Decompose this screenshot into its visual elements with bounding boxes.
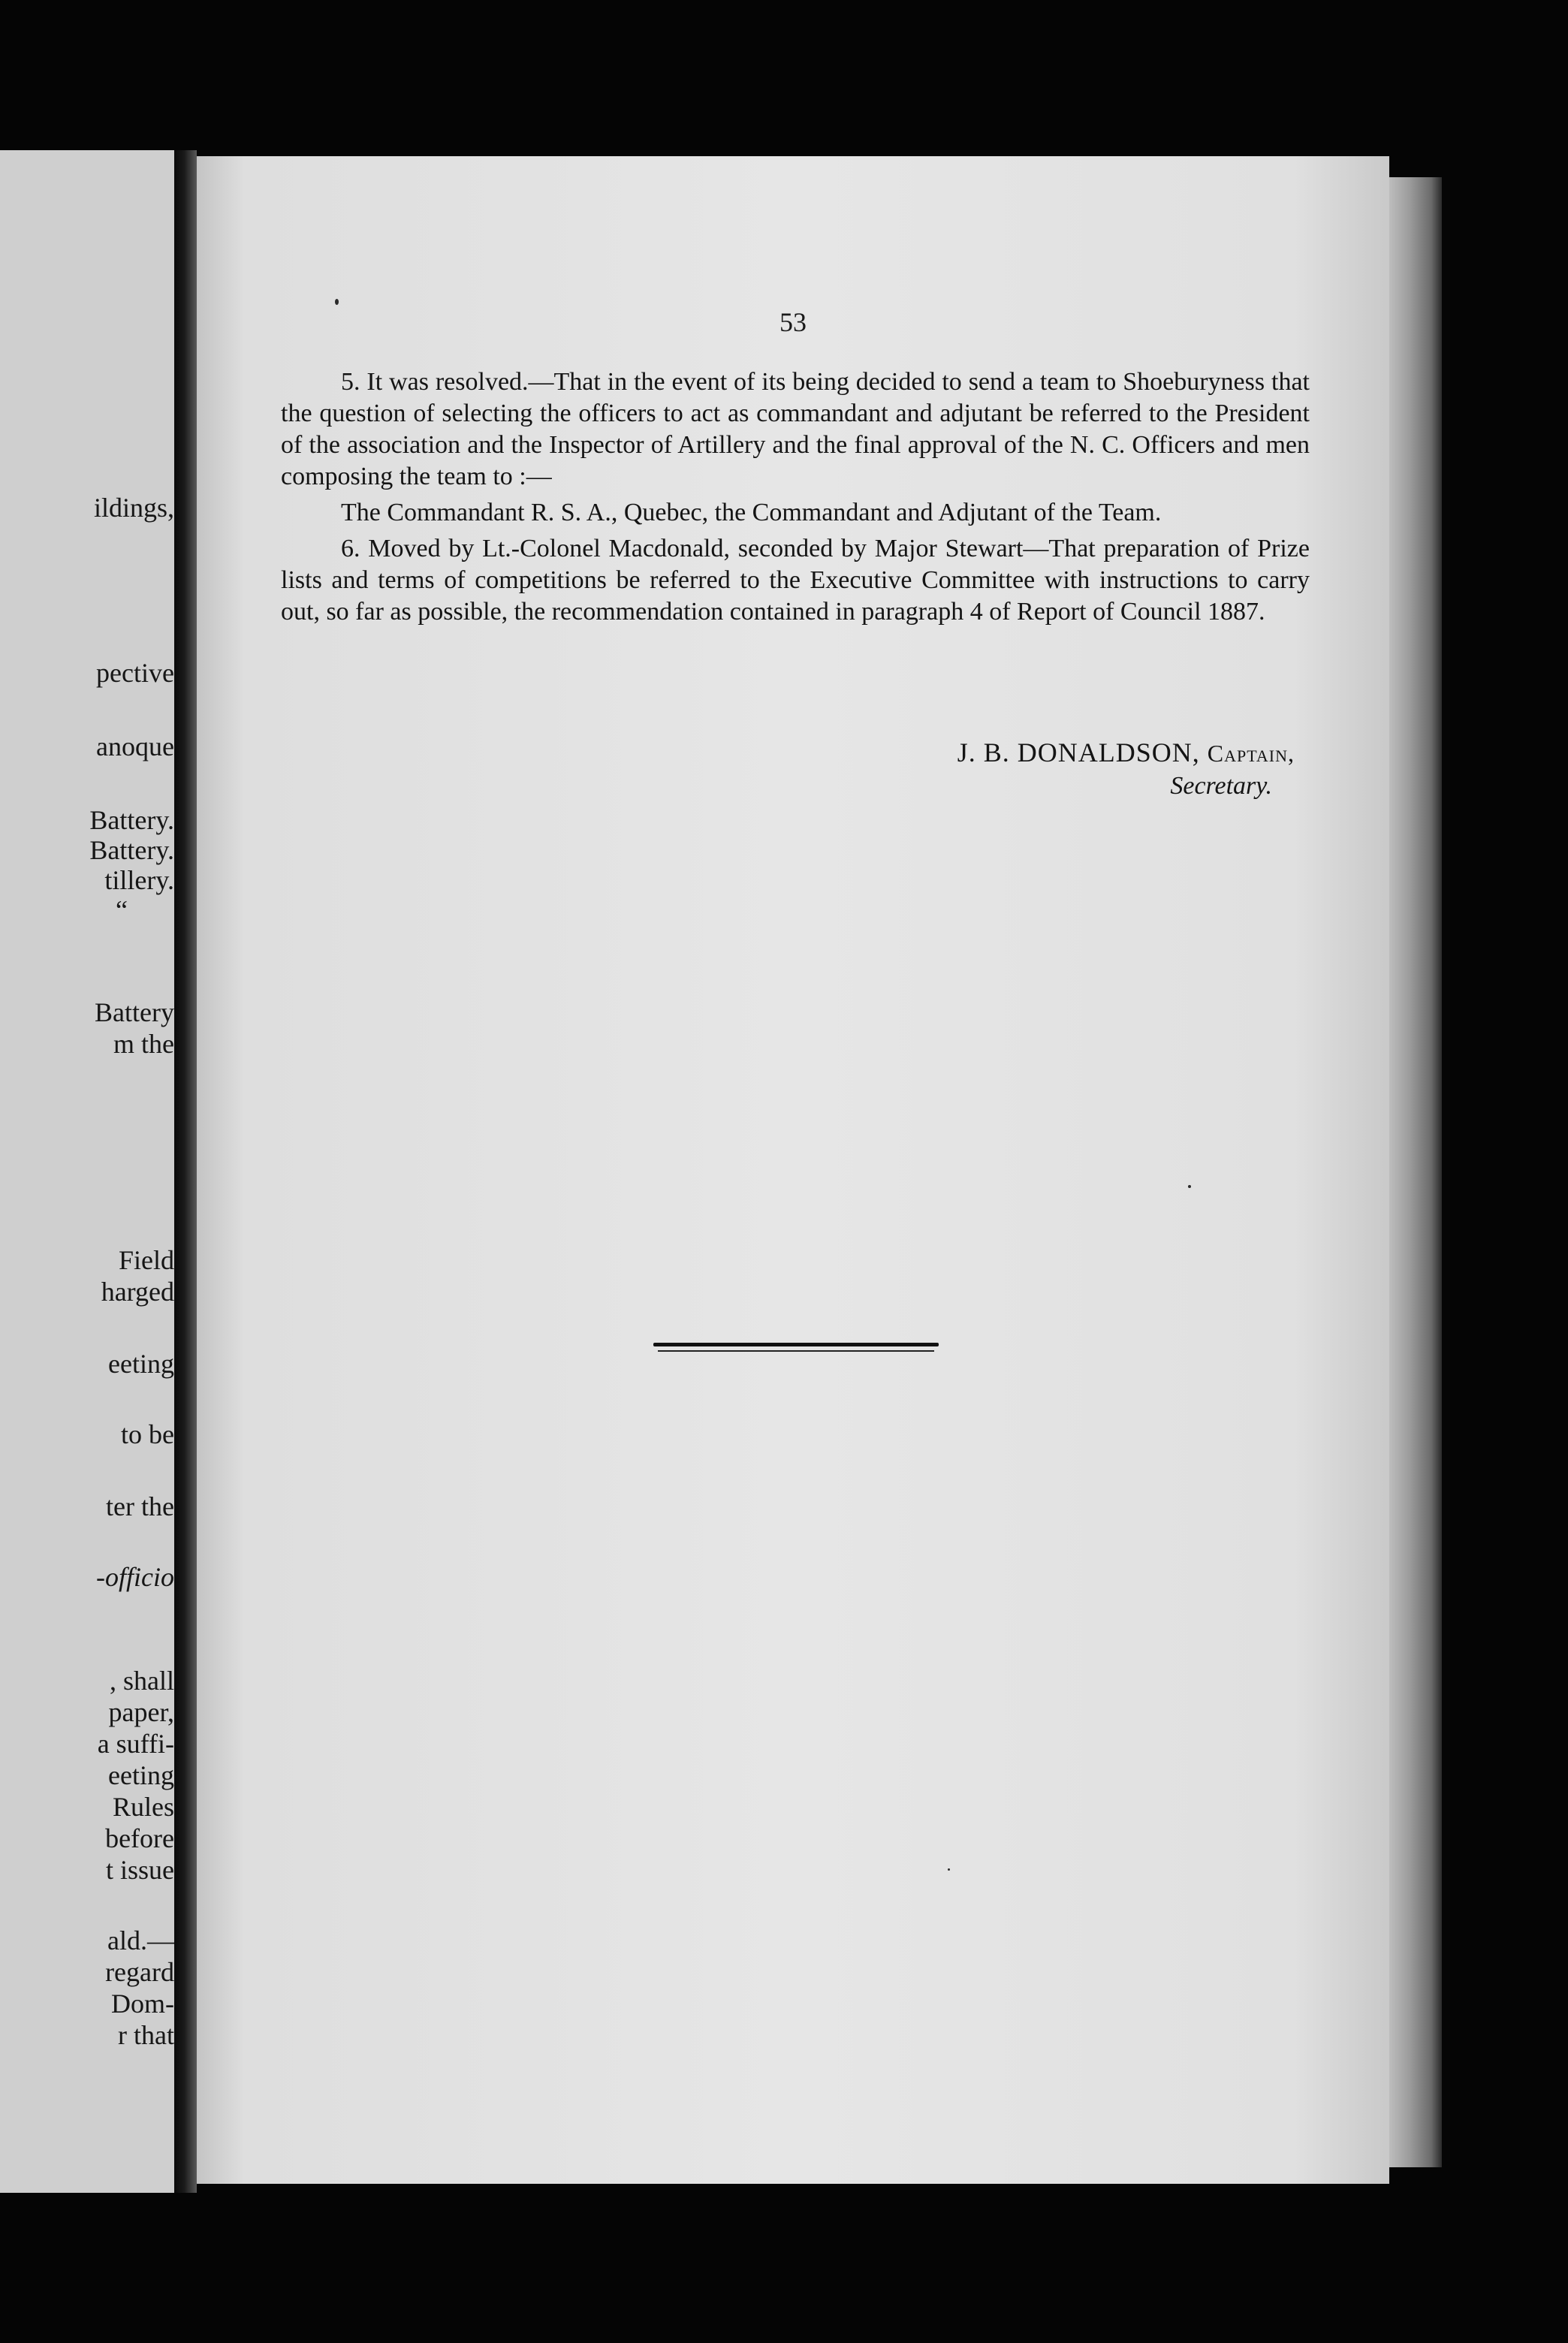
left-text-line: Battery. [89,805,174,835]
left-facing-page [0,150,174,2193]
left-text-line: Battery [95,997,174,1027]
left-text-line: r that [118,2020,174,2050]
body-text [281,366,1310,632]
left-text-line: ter the [106,1491,174,1521]
signature-block [281,736,1295,803]
section-divider [653,1343,939,1355]
left-text-line: Dom- [111,1989,174,2019]
ink-speck [948,1868,950,1871]
ink-speck [1188,1185,1191,1188]
left-text-line: harged [101,1277,174,1307]
paragraph-team-members: The Commandant R. S. A., Quebec, the Commandant and Adjutant of the Team. [341,499,1162,526]
left-text-line: Battery. [89,835,174,865]
signatory-name: J. B. DONALDSON, [957,737,1200,767]
signatory-rank: Captain, [1207,740,1295,767]
book-gutter [174,150,197,2193]
left-text-line: , shall [110,1666,174,1696]
left-text-line: ildings, [93,493,174,523]
left-text-line: before [105,1823,174,1853]
left-text-line: regard [105,1957,174,1987]
paragraph-motion-6: 6. Moved by Lt.-Colonel Macdonald, seconded by Major Stewart—That preparation of Prize lists and terms of competitions be referred to the Executive Committee with instructions to carry out, so far as possible, the recommendation contained in paragraph 4 of Report of Council 1887. [281,535,1310,626]
left-text-line: pective [96,658,174,688]
divider-thick-line [653,1343,939,1346]
left-text-line: a suffi- [97,1729,174,1759]
ink-speck [335,299,339,305]
left-text-line: paper, [108,1697,174,1727]
paragraph-resolution-5: 5. It was resolved.—That in the event of its being decided to send a team to Shoeburyness that the question of selecting the officers to act as commandant and adjutant be referred to the President of the association and the Inspector of Artillery and the final approval of the N. C. Officers and men composing the team to :— [281,368,1310,490]
left-text-line: Rules [112,1792,174,1822]
left-text-line: -officio [96,1562,174,1592]
left-text-line: eeting [108,1760,174,1790]
signature-line [281,736,1295,770]
left-text-line: m the [113,1029,174,1059]
left-text-line: Field [118,1245,174,1275]
page-stack-edge [1389,177,1442,2167]
left-text-line: ald.— [107,1925,174,1956]
divider-thin-line [658,1350,934,1352]
left-text-line: “ [116,895,128,925]
main-page [197,156,1389,2184]
left-text-line: eeting [108,1349,174,1379]
left-text-line: tillery. [104,865,174,895]
left-text-line: anoque [96,731,174,761]
left-text-line: to be [121,1419,174,1449]
page-number: 53 [779,307,807,337]
left-text-line: t issue [105,1855,174,1885]
signatory-title: Secretary. [1170,772,1272,800]
